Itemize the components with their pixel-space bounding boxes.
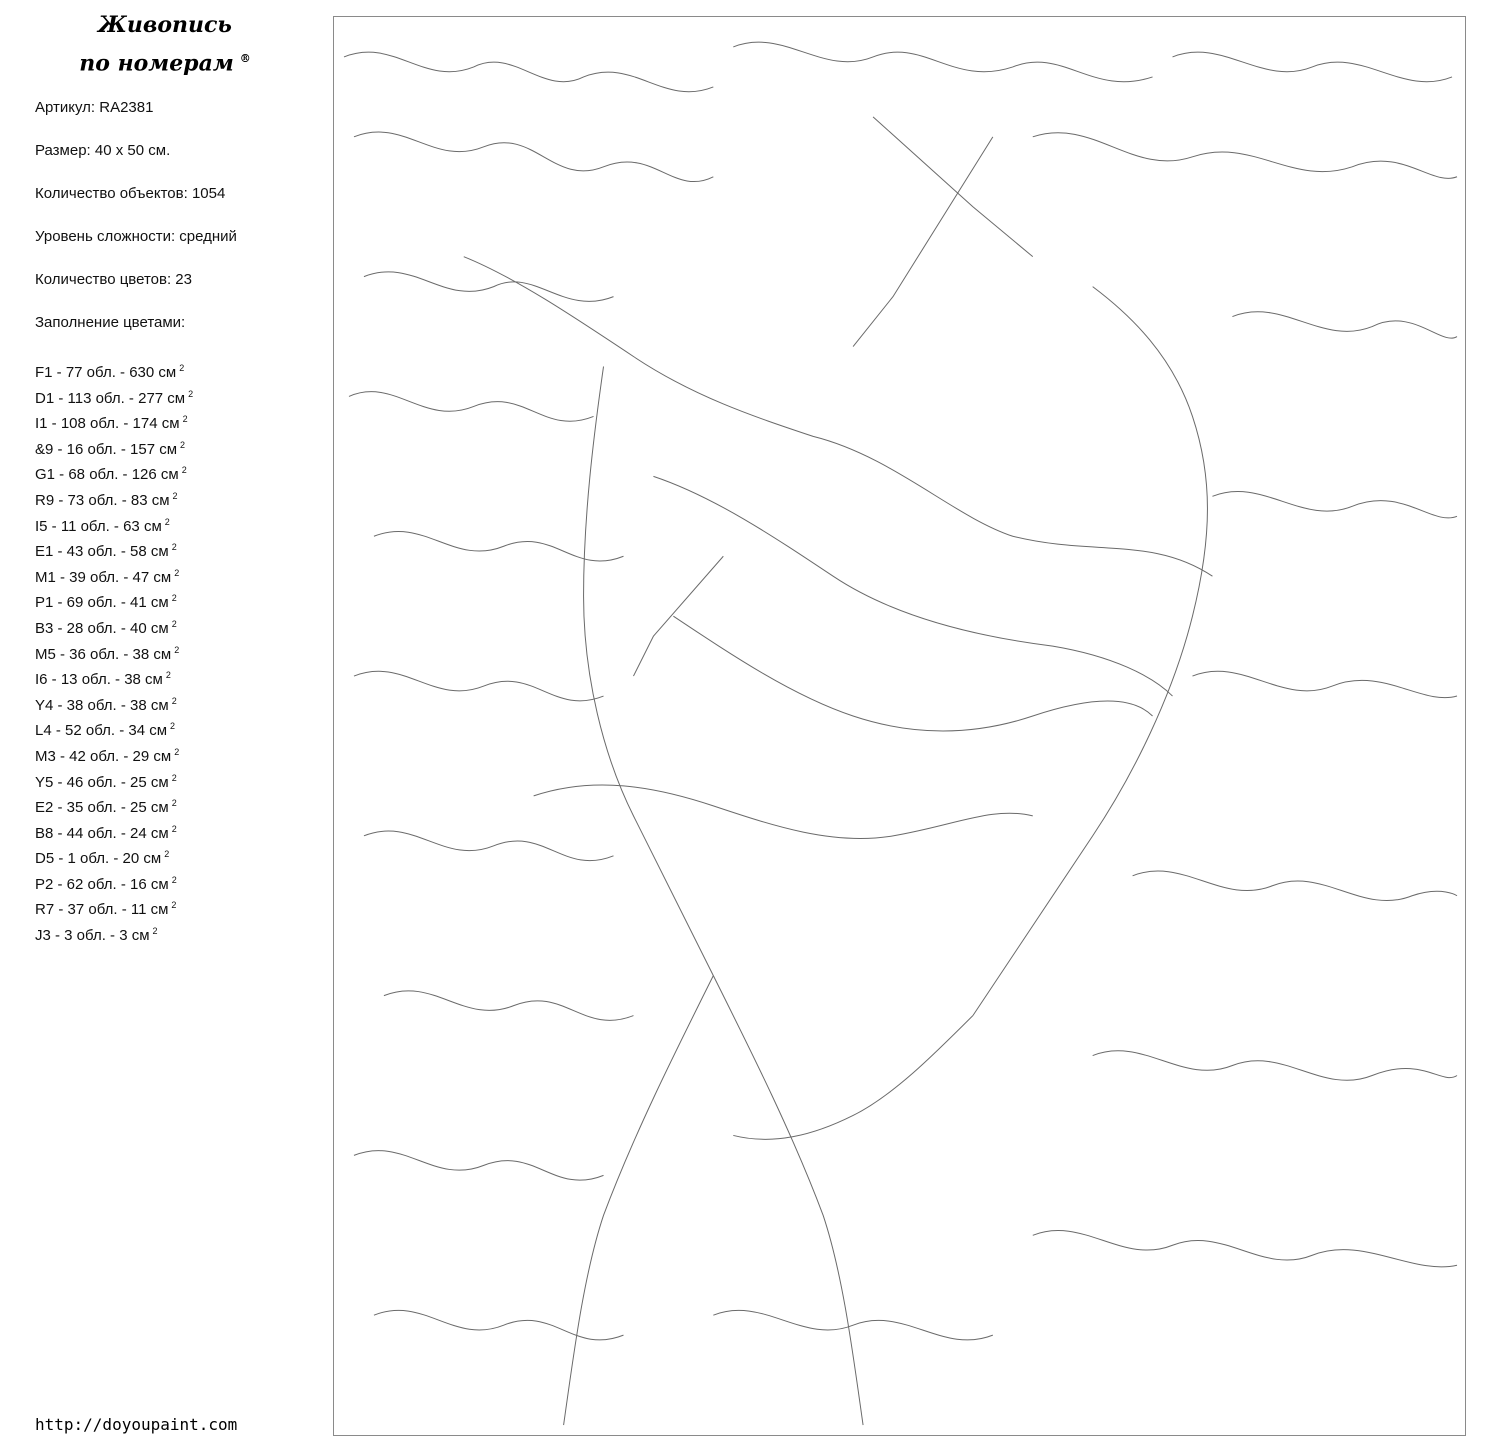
brand-line-2-text: по номерам	[79, 50, 234, 77]
registered-mark: ®	[239, 52, 251, 65]
fill-row	[35, 614, 325, 640]
fill-sup: 2	[171, 593, 177, 604]
fill-heading: Заполнение цветами:	[35, 314, 186, 331]
fill-text: &9 - 16 обл. - 157 см	[35, 440, 178, 458]
fill-sup: 2	[172, 490, 178, 501]
fill-text: R7 - 37 обл. - 11 см	[35, 901, 169, 919]
fill-row	[35, 768, 325, 794]
fill-text: M1 - 39 обл. - 47 см	[35, 568, 172, 586]
fill-text: I5 - 11 обл. - 63 см	[35, 517, 162, 535]
fill-sup: 2	[174, 567, 180, 578]
fill-text: Y5 - 46 обл. - 25 см	[35, 773, 169, 791]
fill-sup: 2	[164, 849, 170, 860]
fill-text: E1 - 43 обл. - 58 см	[35, 543, 169, 561]
fill-row	[35, 563, 325, 589]
fill-sup: 2	[171, 798, 177, 809]
fill-row	[35, 486, 325, 512]
fill-row	[35, 895, 325, 921]
fill-text: B3 - 28 обл. - 40 см	[35, 619, 169, 637]
fill-row	[35, 435, 325, 461]
fill-row	[35, 921, 325, 947]
fill-text: D5 - 1 обл. - 20 см	[35, 850, 162, 868]
fill-row	[35, 588, 325, 614]
brand-line-1: Живопись	[98, 12, 232, 38]
fill-row	[35, 819, 325, 845]
fill-sup: 2	[165, 670, 171, 681]
outline-canvas	[333, 16, 1466, 1436]
fill-text: B8 - 44 обл. - 24 см	[35, 824, 169, 842]
color-fill-list	[35, 358, 325, 947]
fill-row	[35, 537, 325, 563]
article-text: Артикул: RA2381	[35, 99, 154, 116]
fill-sup: 2	[181, 465, 187, 476]
fill-sup: 2	[171, 772, 177, 783]
fill-text: D1 - 113 обл. - 277 см	[35, 389, 186, 407]
fill-sup: 2	[171, 695, 177, 706]
difficulty-text: Уровень сложности: средний	[35, 228, 237, 245]
fill-sup: 2	[152, 926, 158, 937]
fill-sup: 2	[170, 721, 176, 732]
objects-count-text: Количество объектов: 1054	[35, 185, 226, 202]
fill-text: Y4 - 38 обл. - 38 см	[35, 696, 169, 714]
fill-sup: 2	[174, 644, 180, 655]
fill-row	[35, 384, 325, 410]
fill-sup: 2	[171, 618, 177, 629]
product-info	[35, 98, 325, 356]
fill-sup: 2	[171, 900, 177, 911]
fill-text: R9 - 73 обл. - 83 см	[35, 491, 170, 509]
fill-row	[35, 358, 325, 384]
fill-text: J3 - 3 обл. - 3 см	[35, 927, 150, 945]
fill-row	[35, 716, 325, 742]
fill-row	[35, 691, 325, 717]
colors-count-text: Количество цветов: 23	[35, 271, 192, 288]
brand-logo	[0, 8, 330, 80]
outline-strokes	[344, 42, 1457, 1425]
fill-text: M3 - 42 обл. - 29 см	[35, 747, 172, 765]
fill-text: G1 - 68 обл. - 126 см	[35, 466, 179, 484]
fill-sup: 2	[164, 516, 170, 527]
fill-text: L4 - 52 обл. - 34 см	[35, 722, 168, 740]
fill-text: I6 - 13 обл. - 38 см	[35, 671, 163, 689]
fill-row	[35, 665, 325, 691]
brand-line-2	[0, 42, 330, 80]
fill-row	[35, 870, 325, 896]
fill-text: P1 - 69 обл. - 41 см	[35, 594, 169, 612]
fill-sup: 2	[188, 388, 194, 399]
fill-sup: 2	[171, 542, 177, 553]
fill-sup: 2	[171, 823, 177, 834]
outline-drawing	[334, 17, 1465, 1435]
fill-row	[35, 512, 325, 538]
fill-text: P2 - 62 обл. - 16 см	[35, 875, 169, 893]
fill-row	[35, 640, 325, 666]
fill-text: I1 - 108 обл. - 174 см	[35, 415, 180, 433]
website-link[interactable]: http://doyoupaint.com	[35, 1415, 238, 1434]
fill-sup: 2	[179, 363, 185, 373]
fill-text: M5 - 36 обл. - 38 см	[35, 645, 172, 663]
fill-row	[35, 742, 325, 768]
size-text: Размер: 40 х 50 см.	[35, 142, 171, 159]
fill-sup: 2	[171, 874, 177, 885]
fill-row	[35, 460, 325, 486]
fill-row	[35, 409, 325, 435]
fill-sup: 2	[182, 414, 188, 425]
fill-sup: 2	[180, 439, 186, 450]
fill-text: E2 - 35 обл. - 25 см	[35, 799, 169, 817]
fill-text: F1 - 77 обл. - 630 см	[35, 364, 177, 381]
fill-row	[35, 844, 325, 870]
fill-row	[35, 793, 325, 819]
fill-sup: 2	[174, 746, 180, 757]
